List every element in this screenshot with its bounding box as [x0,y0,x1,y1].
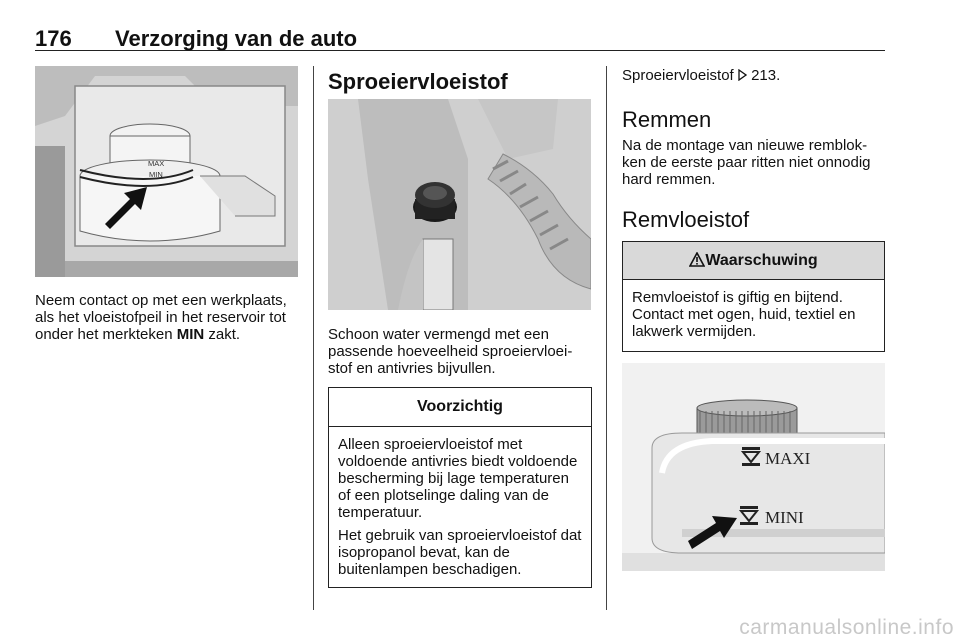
washer-fluid-heading: Sproeiervloeistof [328,69,508,94]
warning-header [623,242,884,280]
maxi-mark-label: MAXI [765,449,811,468]
washer-reservoir-photo [328,99,591,310]
caution-paragraph-1: Alleen sproeiervloeistof met voldoende antivries biedt voldoende bescherming bij lage temperaturen of een plotselinge daling van de temperatuur. [338,436,578,521]
page-number: 176 [35,26,72,51]
cross-reference: Sproeiervloeistof 213. [622,67,781,84]
warning-title: Waarschuwing [705,252,818,269]
page-header [35,26,885,51]
caution-title: Voorzichtig [329,388,591,427]
brake-fluid-heading: Remvloeistof [622,207,750,232]
col1-paragraph: Neem contact op met een werkplaats, als het vloeistofpeil in het reservoir tot onder het merkteken MIN zakt. [35,292,287,343]
washer-fluid-paragraph: Schoon water vermengd met een passende hoeveelheid sproeiervloei-stof en antivries bijvullen. [328,326,573,377]
column-divider-1 [313,66,314,610]
brake-fluid-reservoir-photo [622,363,885,571]
brake-reservoir-photo [35,66,298,277]
column-divider-2 [606,66,607,610]
watermark: carmanualsonline.info [739,616,954,639]
brakes-paragraph: Na de montage van nieuwe remblok-ken de eerste paar ritten niet onnodig hard remmen. [622,137,871,188]
caution-box [328,387,592,588]
warning-box [622,241,885,352]
brakes-heading: Remmen [622,107,712,132]
min-mark-label: MIN [149,170,163,179]
max-mark-label: MAX [148,159,165,168]
min-mark-text: MIN [176,326,205,343]
warning-triangle-icon [689,244,705,281]
warning-text: Remvloeistof is giftig en bijtend. Contact met ogen, huid, textiel en lakwerk vermijden. [632,289,856,340]
chapter-title: Verzorging van de auto [115,26,358,51]
caution-paragraph-2: Het gebruik van sproeiervloeistof dat isopropanol bevat, kan de buitenlampen beschadigen. [338,527,582,578]
cross-reference-icon [738,68,747,85]
mini-mark-label: MINI [765,508,804,527]
